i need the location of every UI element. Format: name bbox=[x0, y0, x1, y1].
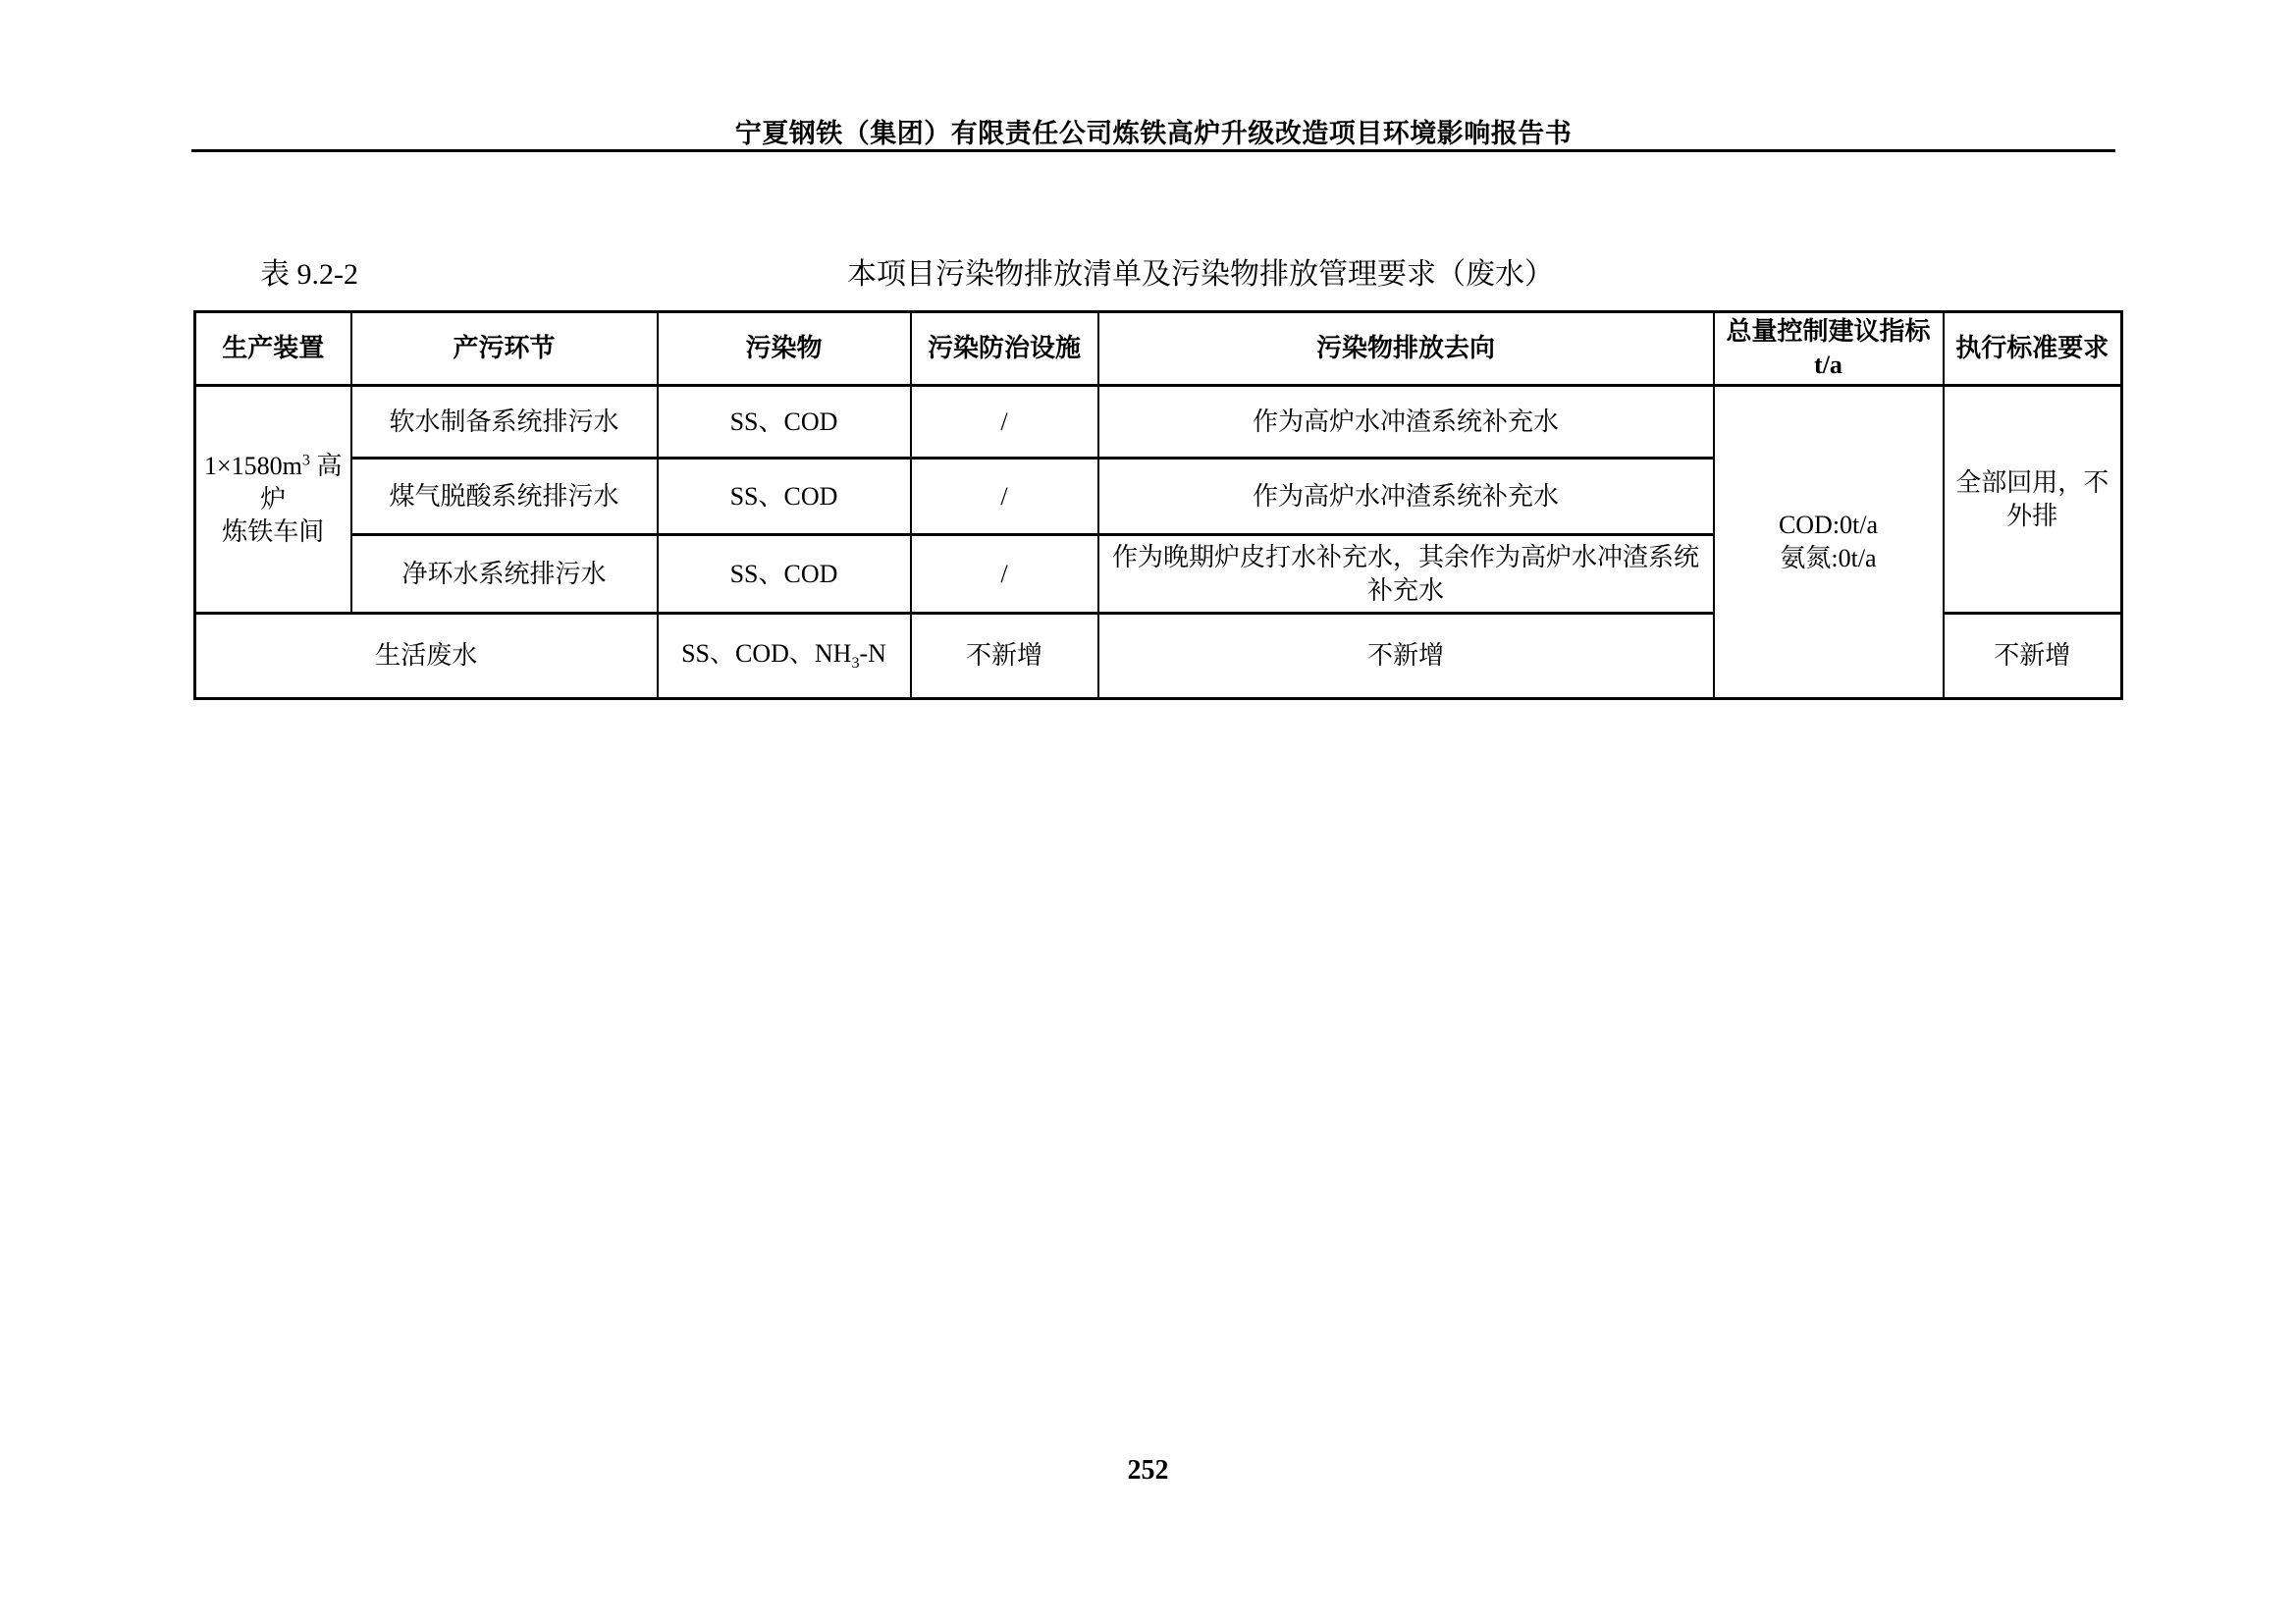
header-rule bbox=[191, 149, 2115, 152]
header-cell-treatment: 污染防治设施 bbox=[911, 312, 1098, 386]
cell-treatment-last-row: 不新增 bbox=[911, 614, 1098, 699]
cell-total-control bbox=[1714, 386, 1944, 699]
cell-standard-merged: 全部回用，不外排 bbox=[1944, 386, 2122, 614]
device-superscript: 3 bbox=[301, 452, 310, 469]
document-header-title: 宁夏钢铁（集团）有限责任公司炼铁高炉升级改造项目环境影响报告书 bbox=[734, 119, 1573, 148]
cell-pollutant-row2: SS、COD bbox=[658, 459, 911, 535]
table-caption-title: 本项目污染物排放清单及污染物排放管理要求（废水） bbox=[847, 258, 1554, 291]
table-caption-label: 表 9.2-2 bbox=[260, 258, 358, 291]
device-line1: $1\times 1580m^3$ 高炉 bbox=[204, 451, 343, 514]
pollutant-discharge-table bbox=[193, 310, 2123, 700]
cell-standard-last-row: 不新增 bbox=[1944, 614, 2122, 699]
pollutant-subscript: 3 bbox=[851, 655, 860, 673]
cell-source-last-row: 生活废水 bbox=[195, 614, 658, 699]
header-cell-destination: 污染物排放去向 bbox=[1098, 312, 1714, 386]
page-number: 252 bbox=[1127, 1455, 1169, 1486]
header-cell-device: 生产装置 bbox=[195, 312, 351, 386]
cell-destination-row3: 作为晚期炉皮打水补充水，其余作为高炉水冲渣系统补充水 bbox=[1098, 535, 1714, 614]
cell-process-row3: 净环水系统排污水 bbox=[351, 535, 658, 614]
header-cell-total-control bbox=[1714, 312, 1944, 386]
cell-process-row1: 软水制备系统排污水 bbox=[351, 386, 658, 459]
header-total-control-unit: t/a bbox=[1814, 351, 1842, 379]
cell-destination-last-row: 不新增 bbox=[1098, 614, 1714, 699]
table-row-soft-water bbox=[195, 386, 2122, 459]
header-cell-standard: 执行标准要求 bbox=[1944, 312, 2122, 386]
cell-pollutant-row1: SS、COD bbox=[658, 386, 911, 459]
cell-process-row2: 煤气脱酸系统排污水 bbox=[351, 459, 658, 535]
header-cell-pollutant: 污染物 bbox=[658, 312, 911, 386]
total-control-nh: 氨氮:0t/a bbox=[1780, 544, 1877, 572]
cell-pollutant-row3: SS、COD bbox=[658, 535, 911, 614]
header-cell-process: 产污环节 bbox=[351, 312, 658, 386]
total-control-cod: COD:0t/a bbox=[1778, 511, 1879, 540]
table-header-row bbox=[195, 312, 2122, 386]
cell-treatment-row2: / bbox=[911, 459, 1098, 535]
table-caption bbox=[191, 249, 2115, 289]
cell-pollutant-last-row: SS、COD、$NH_3-N$ bbox=[658, 614, 911, 699]
cell-destination-row1: 作为高炉水冲渣系统补充水 bbox=[1098, 386, 1714, 459]
cell-device bbox=[195, 386, 351, 614]
device-line2: 炼铁车间 bbox=[222, 517, 325, 547]
cell-treatment-row3: / bbox=[911, 535, 1098, 614]
cell-treatment-row1: / bbox=[911, 386, 1098, 459]
cell-destination-row2: 作为高炉水冲渣系统补充水 bbox=[1098, 459, 1714, 535]
header-total-control-title: 总量控制建议指标 bbox=[1726, 317, 1931, 347]
